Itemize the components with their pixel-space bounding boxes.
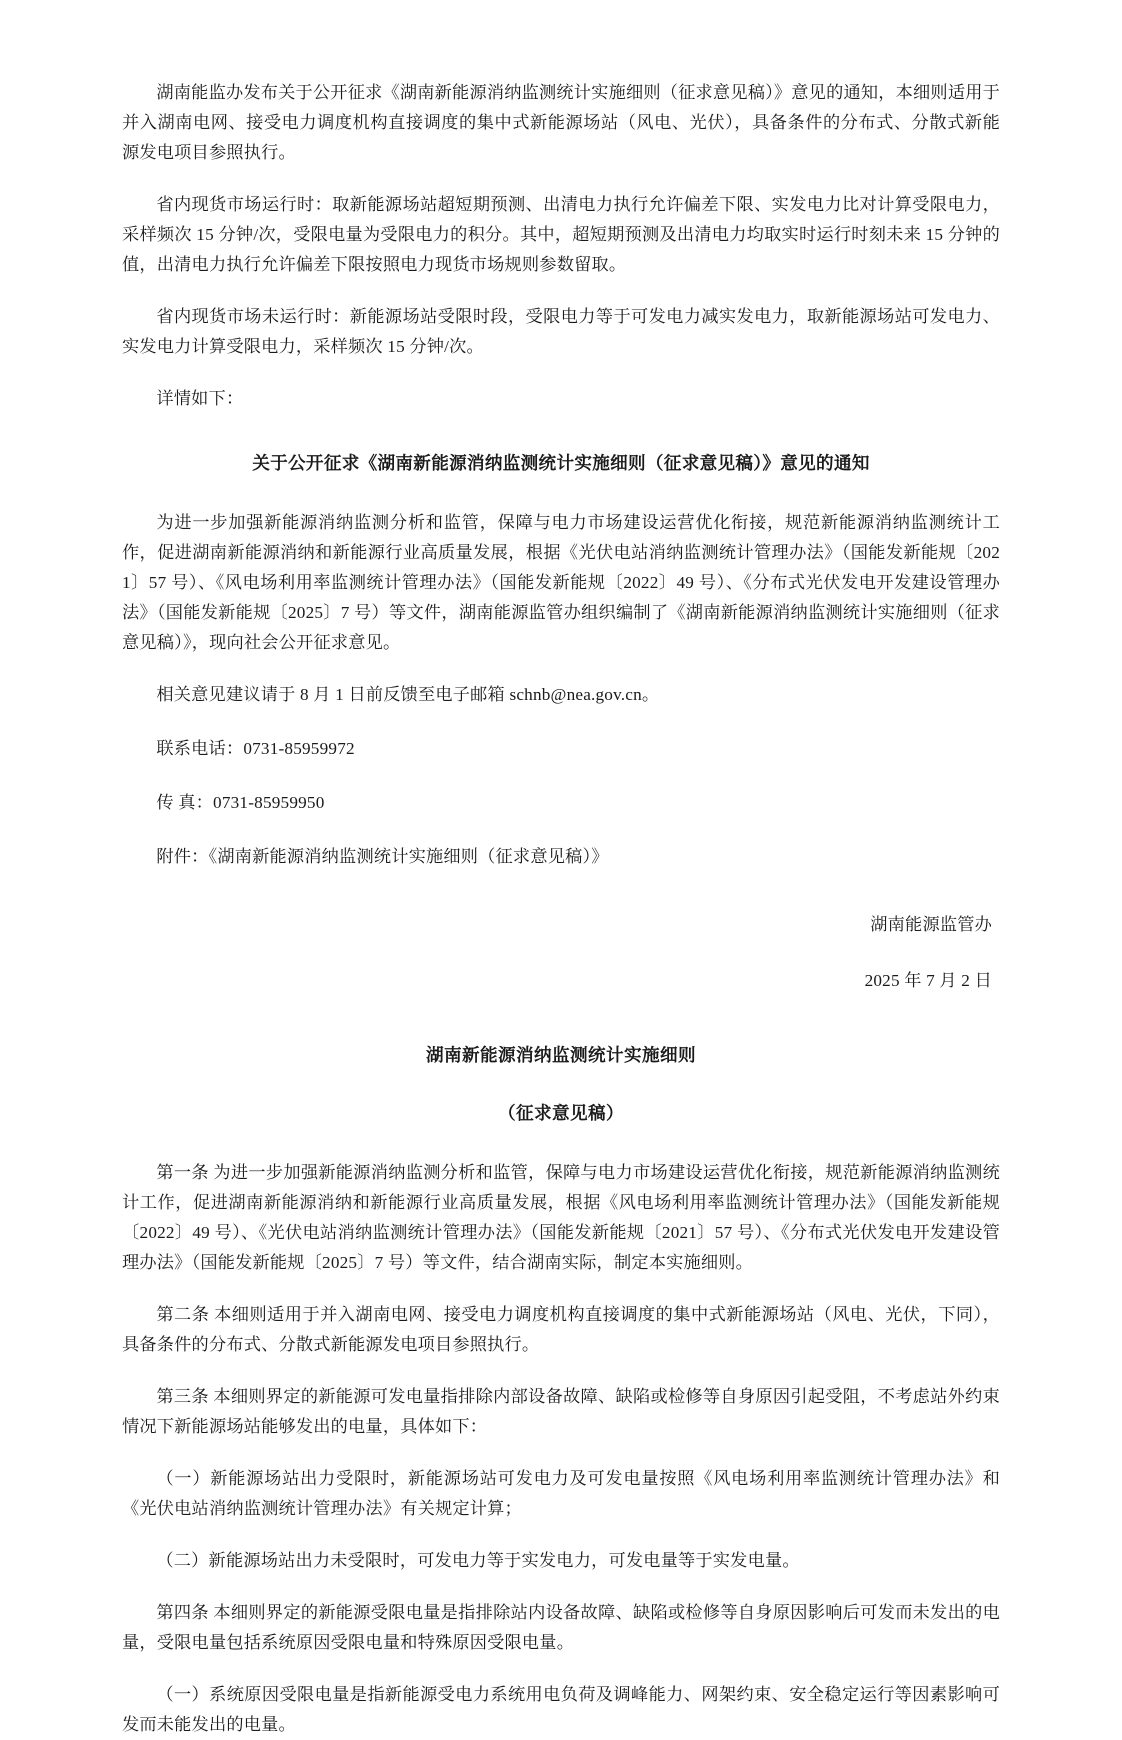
article-4-item-1: （一）系统原因受限电量是指新能源受电力系统用电负荷及调峰能力、网架约束、安全稳定运行等因素影响可发而未能发出的电量。 [122,1685,1000,1734]
signer-name: 湖南能源监管办 [870,915,992,934]
attachment-line: 附件：《湖南新能源消纳监测统计实施细则（征求意见稿）》 [156,847,609,866]
article-3-item-1: （一）新能源场站出力受限时，新能源场站可发电力及可发电量按照《风电场利用率监测统计管理办法》和《光伏电站消纳监测统计管理办法》有关规定计算； [122,1469,1000,1518]
rules-subtitle: （征求意见稿） [498,1103,624,1123]
rules-title: 湖南新能源消纳监测统计实施细则 [426,1045,696,1065]
article-3: 第三条 本细则界定的新能源可发电量指排除内部设备故障、缺陷或检修等自身原因引起受阻，不考虑站外约束情况下新能源场站能够发出的电量，具体如下： [122,1387,1000,1436]
notice-title: 关于公开征求《湖南新能源消纳监测统计实施细则（征求意见稿）》意见的通知 [252,453,870,473]
signature-block [122,910,1000,996]
summary-paragraph-3: 省内现货市场未运行时：新能源场站受限时段，受限电力等于可发电力减实发电力，取新能源场站可发电力、实发电力计算受限电力，采样频次 15 分钟/次。 [122,307,1000,356]
article-2: 第二条 本细则适用于并入湖南电网、接受电力调度机构直接调度的集中式新能源场站（风电、光伏，下同），具备条件的分布式、分散式新能源发电项目参照执行。 [122,1305,1000,1354]
details-lead-text: 详情如下： [156,389,244,408]
document-body [122,78,1000,1740]
article-3-item-2: （二）新能源场站出力未受限时，可发电力等于实发电力，可发电量等于实发电量。 [156,1551,800,1570]
summary-paragraph-1: 湖南能监办发布关于公开征求《湖南新能源消纳监测统计实施细则（征求意见稿）》意见的通知，本细则适用于并入湖南电网、接受电力调度机构直接调度的集中式新能源场站（风电、光伏），具备条件的分布式、分散式新能源发电项目参照执行。 [122,83,1000,162]
notice-body-paragraph: 为进一步加强新能源消纳监测分析和监管，保障与电力市场建设运营优化衔接，规范新能源消纳监测统计工作，促进湖南新能源消纳和新能源行业高质量发展，根据《光伏电站消纳监测统计管理办法》（国能发新能规〔2021〕57 号）、《风电场利用率监测统计管理办法》（国能发新能规〔2022〕49 号）、《分布式光伏发电开发建设管理办法》（国能发新能规〔2025〕7 号）等文件，湖南能源监管办组织编制了《湖南新能源消纳监测统计实施细则（征求意见稿）》，现向社会公开征求意见。 [122,513,1000,652]
signature-date: 2025 年 7 月 2 日 [864,971,992,990]
article-1: 第一条 为进一步加强新能源消纳监测分析和监管，保障与电力市场建设运营优化衔接，规范新能源消纳监测统计工作，促进湖南新能源消纳和新能源行业高质量发展，根据《风电场利用率监测统计管理办法》（国能发新能规〔2022〕49 号）、《光伏电站消纳监测统计管理办法》（国能发新能规〔2021〕57 号）、《分布式光伏发电开发建设管理办法》（国能发新能规〔2025〕7 号）等文件，结合湖南实际，制定本实施细则。 [122,1163,1000,1272]
feedback-email-line: 相关意见建议请于 8 月 1 日前反馈至电子邮箱 schnb@nea.gov.cn。 [156,685,660,704]
contact-fax-line: 传 真：0731-85959950 [156,793,325,812]
contact-phone-line: 联系电话：0731-85959972 [156,739,355,758]
summary-paragraph-2: 省内现货市场运行时：取新能源场站超短期预测、出清电力执行允许偏差下限、实发电力比对计算受限电力，采样频次 15 分钟/次，受限电量为受限电力的积分。其中，超短期预测及出清电力均取实时运行时刻未来 15 分钟的值，出清电力执行允许偏差下限按照电力现货市场规则参数留取。 [122,195,1000,274]
article-4: 第四条 本细则界定的新能源受限电量是指排除站内设备故障、缺陷或检修等自身原因影响后可发而未发出的电量，受限电量包括系统原因受限电量和特殊原因受限电量。 [122,1603,1000,1652]
